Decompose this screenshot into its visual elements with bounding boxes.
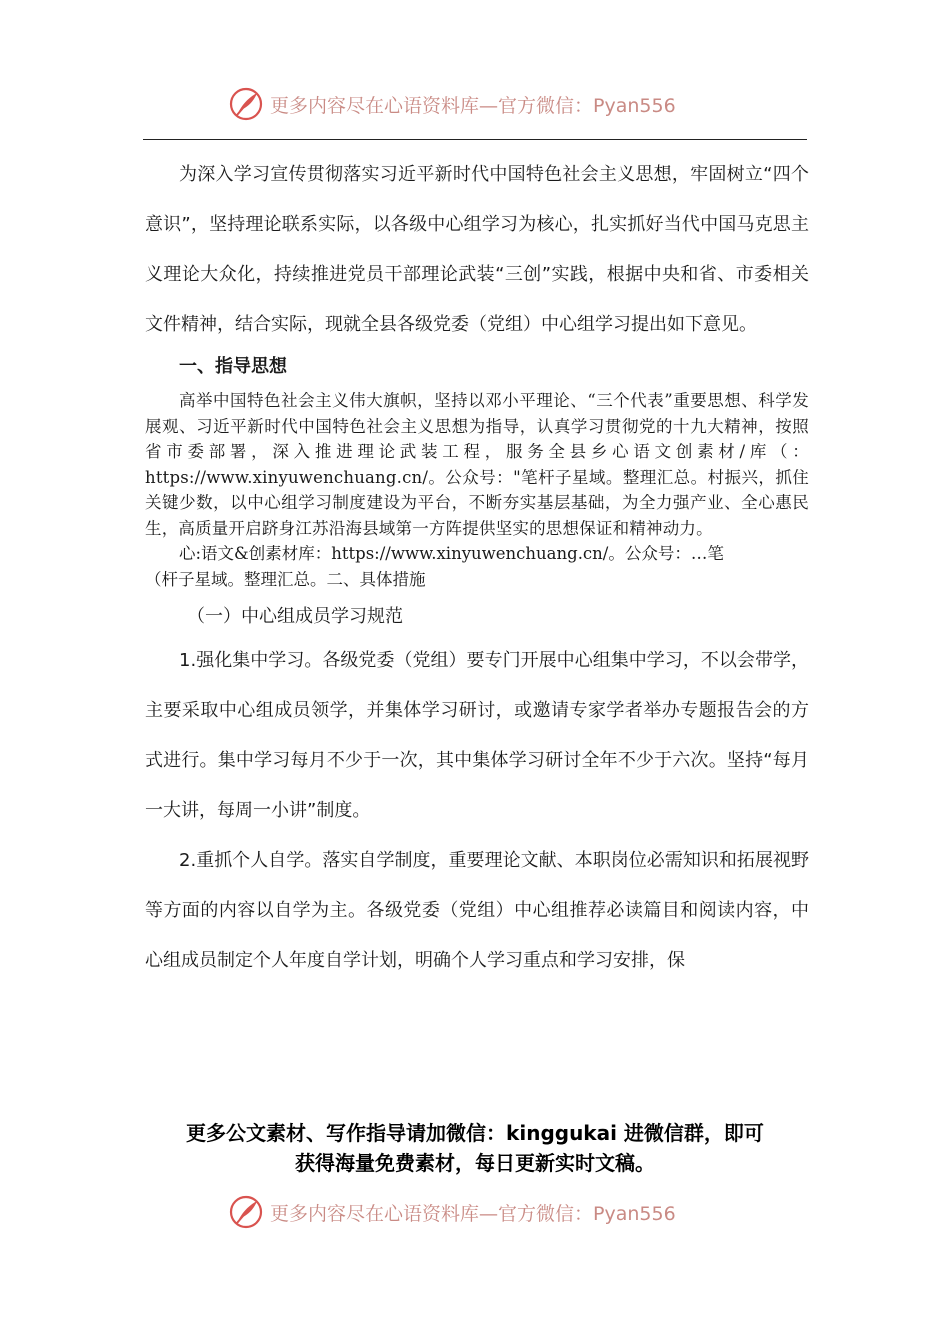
subsection-heading: （一）中心组成员学习规范	[187, 606, 403, 627]
watermark-line: 心:语文&创素材库：https://www.xinyuwenchuang.cn/。公众号：…笔	[179, 544, 724, 563]
header-banner	[228, 84, 676, 124]
footer-banner	[228, 1192, 676, 1232]
wechat-handle: Pyan556	[593, 94, 676, 117]
section-heading-guiding-ideology: 一、指导思想	[179, 356, 287, 377]
footer-line-1: 更多公文素材、写作指导请加微信：kinggukai 进微信群，即可	[186, 1121, 764, 1145]
quill-logo-icon	[228, 86, 264, 122]
guiding-ideology-paragraph: 高举中国特色社会主义伟大旗帜，坚持以邓小平理论、“三个代表”重要思想、科学发展观、习近平新时代中国特色社会主义思想为指导，认真学习贯彻党的十九大精神，按照省市委部署，深入推进理论武装工程，服务全县乡心语文创素材/库（：https://www.xinyuwenchuang.cn/。公众号："笔杆子星域。整理汇总。村振兴，抓住关键少数，以中心组学习制度建设为平台，不断夯实基层基础，为全力强产业、全心惠民生，高质量开启跻身江苏沿海县域第一方阵提供坚实的思想保证和精神动力。	[145, 391, 809, 538]
wechat-handle: Pyan556	[593, 1202, 676, 1225]
document-body	[145, 150, 809, 986]
item-self-study: 2.重抓个人自学。落实自学制度，重要理论文献、本职岗位必需知识和拓展视野等方面的内容以自学为主。各级党委（党组）中心组推荐必读篇目和阅读内容，中心组成员制定个人年度自学计划，明确个人学习重点和学习安排，保	[145, 850, 809, 971]
quill-logo-icon	[228, 1194, 264, 1230]
item-concentrated-study: 1.强化集中学习。各级党委（党组）要专门开展中心组集中学习，不以会带学，主要采取中心组成员领学，并集体学习研讨，或邀请专家学者举办专题报告会的方式进行。集中学习每月不少于一次，其中集体学习研讨全年不少于六次。坚持“每月一大讲，每周一小讲”制度。	[145, 650, 809, 821]
header-divider	[143, 139, 807, 140]
footer-line-2: 获得海量免费素材，每日更新实时文稿。	[295, 1151, 655, 1175]
banner-text: 更多内容尽在心语资料库—官方微信：Pyan556	[270, 94, 676, 117]
intro-paragraph: 为深入学习宣传贯彻落实习近平新时代中国特色社会主义思想，牢固树立“四个意识”，坚持理论联系实际，以各级中心组学习为核心，扎实抓好当代中国马克思主义理论大众化，持续推进党员干部理论武装“三创”实践，根据中央和省、市委相关文件精神，结合实际，现就全县各级党委（党组）中心组学习提出如下意见。	[145, 164, 809, 335]
footer-promo	[120, 1118, 830, 1178]
banner-text: 更多内容尽在心语资料库—官方微信：Pyan556	[270, 1202, 676, 1225]
watermark-line-section-heading: （杆子星域。整理汇总。二、具体措施	[145, 569, 426, 589]
